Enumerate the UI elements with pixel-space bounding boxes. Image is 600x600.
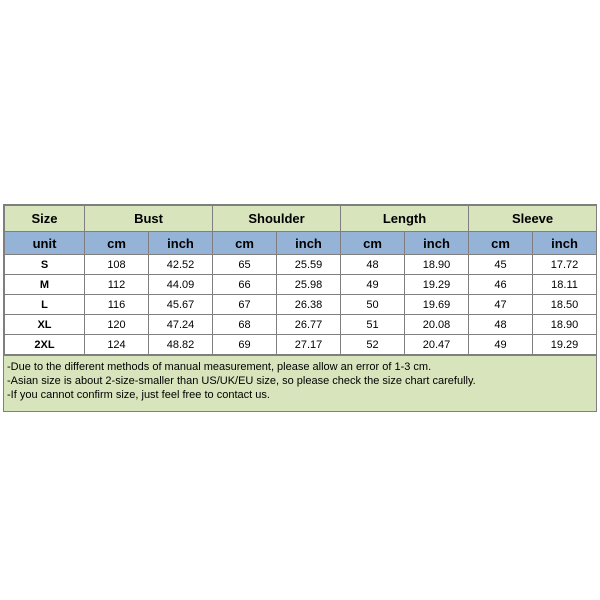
table-cell: 18.90: [533, 315, 597, 335]
group-header-length: Length: [341, 206, 469, 232]
size-cell: L: [5, 295, 85, 315]
table-cell: 19.29: [533, 335, 597, 355]
table-cell: 51: [341, 315, 405, 335]
table-row: [5, 315, 597, 335]
table-cell: 52: [341, 335, 405, 355]
group-header-row: [5, 206, 597, 232]
table-row: [5, 275, 597, 295]
table-cell: 25.98: [277, 275, 341, 295]
table-cell: 120: [85, 315, 149, 335]
table-row: [5, 335, 597, 355]
table-cell: 25.59: [277, 255, 341, 275]
table-cell: 69: [213, 335, 277, 355]
table-cell: 20.47: [405, 335, 469, 355]
size-chart: [3, 204, 597, 412]
table-cell: 65: [213, 255, 277, 275]
unit-header: cm: [469, 232, 533, 255]
unit-header: inch: [277, 232, 341, 255]
table-cell: 18.90: [405, 255, 469, 275]
size-cell: 2XL: [5, 335, 85, 355]
note-measurement-error: -Due to the different methods of manual measurement, please allow an error of 1-3 cm.: [7, 361, 432, 373]
table-cell: 27.17: [277, 335, 341, 355]
table-cell: 48.82: [149, 335, 213, 355]
unit-header-row: [5, 232, 597, 255]
table-cell: 17.72: [533, 255, 597, 275]
table-cell: 66: [213, 275, 277, 295]
table-cell: 26.38: [277, 295, 341, 315]
table-cell: 47.24: [149, 315, 213, 335]
unit-header: inch: [149, 232, 213, 255]
size-cell: S: [5, 255, 85, 275]
group-header-shoulder: Shoulder: [213, 206, 341, 232]
table-cell: 67: [213, 295, 277, 315]
group-header-sleeve: Sleeve: [469, 206, 597, 232]
table-cell: 46: [469, 275, 533, 295]
table-cell: 116: [85, 295, 149, 315]
table-cell: 68: [213, 315, 277, 335]
table-cell: 108: [85, 255, 149, 275]
note-contact-us: -If you cannot confirm size, just feel free to contact us.: [7, 389, 270, 401]
table-cell: 44.09: [149, 275, 213, 295]
table-cell: 19.29: [405, 275, 469, 295]
table-cell: 124: [85, 335, 149, 355]
table-cell: 42.52: [149, 255, 213, 275]
unit-header: cm: [85, 232, 149, 255]
table-row: [5, 255, 597, 275]
unit-header: cm: [213, 232, 277, 255]
unit-header: inch: [533, 232, 597, 255]
table-row: [5, 295, 597, 315]
group-header-size: Size: [5, 206, 85, 232]
table-cell: 112: [85, 275, 149, 295]
notes-box: [4, 355, 596, 411]
size-cell: XL: [5, 315, 85, 335]
size-table: [4, 205, 597, 355]
unit-header: cm: [341, 232, 405, 255]
table-cell: 49: [469, 335, 533, 355]
group-header-bust: Bust: [85, 206, 213, 232]
table-cell: 48: [341, 255, 405, 275]
table-cell: 20.08: [405, 315, 469, 335]
table-cell: 47: [469, 295, 533, 315]
note-asian-size: -Asian size is about 2-size-smaller than US/UK/EU size, so please check the size chart carefully.: [7, 375, 476, 387]
table-cell: 19.69: [405, 295, 469, 315]
size-cell: M: [5, 275, 85, 295]
table-cell: 18.11: [533, 275, 597, 295]
table-cell: 45: [469, 255, 533, 275]
table-cell: 26.77: [277, 315, 341, 335]
table-cell: 45.67: [149, 295, 213, 315]
unit-header: unit: [5, 232, 85, 255]
table-cell: 50: [341, 295, 405, 315]
unit-header: inch: [405, 232, 469, 255]
table-cell: 49: [341, 275, 405, 295]
table-cell: 48: [469, 315, 533, 335]
table-cell: 18.50: [533, 295, 597, 315]
